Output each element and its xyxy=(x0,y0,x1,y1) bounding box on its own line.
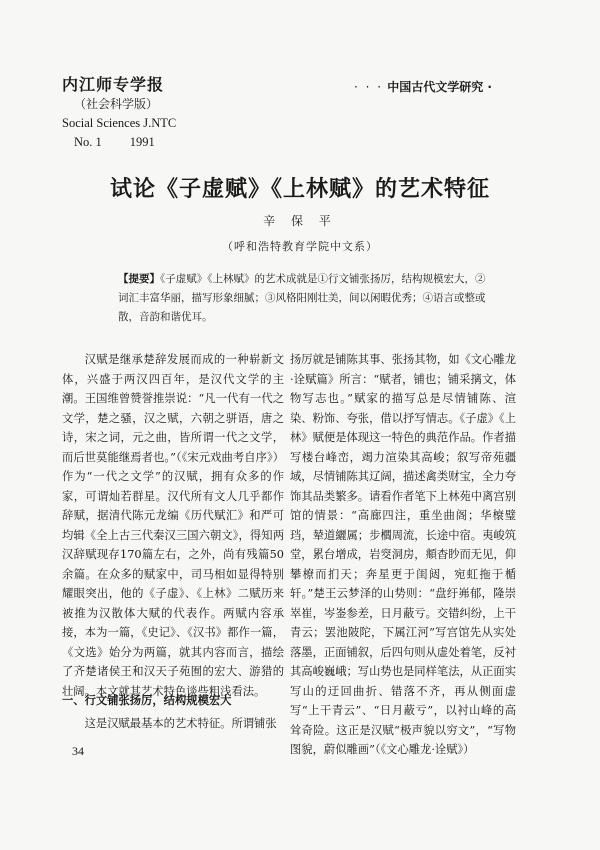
journal-year: 1991 xyxy=(129,135,155,149)
section-name: 中国古代文学研究 · xyxy=(387,80,492,94)
journal-info xyxy=(62,76,183,152)
section-label xyxy=(354,78,492,95)
article-title: 试论《子虚赋》《上林赋》的艺术特征 xyxy=(109,176,490,202)
journal-issue: No. 1 xyxy=(74,135,102,149)
body-paragraph: 这是汉赋最基本的艺术特征。所谓铺张 xyxy=(84,717,277,730)
page-number: 34 xyxy=(72,744,84,758)
section-heading: 一、行文铺张扬厉，结构规模宏大 xyxy=(62,694,232,707)
journal-subtitle: （社会科学版） xyxy=(74,97,159,111)
journal-issue-line xyxy=(62,133,183,152)
journal-title: 内江师专学报 xyxy=(62,77,165,94)
journal-english-title: Social Sciences J.NTC xyxy=(62,116,177,130)
article-affiliation: （呼和浩特教育学院中文系） xyxy=(222,240,378,253)
abstract-label: 【提要】 xyxy=(118,273,160,285)
article-author: 辛 保 平 xyxy=(263,214,337,228)
abstract xyxy=(118,270,488,327)
abstract-text: 《子虚赋》《上林赋》的艺术成就是①行文铺张扬厉，结构规模宏大，②词汇丰富华丽，描写形象细腻；③风格阳刚壮美，间以闲暇优秀；④语言或整或散，音韵和谐优耳。 xyxy=(118,273,486,323)
body-right-column: 扬厉就是铺陈其事、张扬其物，如《文心雕龙·诠赋篇》所言：“赋者，铺也；铺采摛文，体物写志也。”赋家的描写总是尽情铺陈、渲染、粉饰、夸张，借以抒写情志。《子虚》《上林》赋便是体现这一特色的典范作品。作者描写楼台峰峦，竭力渲染其高峻；叙写帝苑疆域，尽情铺陈其辽阔，描述禽类财宝，全力夸饰其品类繁多。请看作者笔下上林苑中离宫别馆的情景：“高廊四注，重坐曲阁；华榱璧珰，辇道纚属；步櫩周流，长途中宿。夷峻筑堂，累台增成，岩窔洞房，頫杳眇而无见，仰攀橑而扪天；奔星更于闺闼，宛虹拖于楯轩。”楚王云梦泽的山势则：“盘纡岪郁，隆崇崒崔，岑崟参差，日月蔽亏。交错纠纷，上干青云；罢池陂陀，下属江河”写宫馆先从实处落墨，正面铺叙，后四句则从虚处着笔，反衬其高峻巍峨；写山势也是同样笔法，从正面实写山的迂回曲折、错落不齐，再从侧面虚写“上干青云”、“日月蔽亏”，以衬山峰的高耸奇险。这正是汉赋“极声貌以穷文”，“写物图貌，蔚似雕画”（《文心雕龙·诠赋》） xyxy=(290,353,516,756)
section-dots: · · · xyxy=(353,80,384,94)
body-left-column: 汉赋是继承楚辞发展而成的一种崭新文体，兴盛于两汉四百年，是汉代文学的主潮。王国维曾赞誉推崇说：“凡一代有一代之文学，楚之骚，汉之赋，六朝之骈语，唐之诗，宋之词，元之曲，皆所谓一代之文学，而后世莫能继焉者也。”（《宋元戏曲考自序》）作为“一代之文学”的汉赋，拥有众多的作家，可谓灿若群星。汉代所有文人几乎都作辞赋，据清代陈元龙编《历代赋汇》和严可均辑《全上古三代秦汉三国六朝文》，得知两汉辞赋现存170篇左右，之外，尚有残篇50余篇。在众多的赋家中，司马相如显得特别耀眼突出，他的《子虚》、《上林》二赋历来被推为汉散体大赋的代表作。两赋内容承接，本为一篇，《史记》、《汉书》都作一篇，《文选》始分为两篇，就其内容而言，描绘了齐楚诸侯王和汉天子苑囿的宏大、游猎的壮阔。本文就其艺术特色谈些粗浅看法。 xyxy=(62,353,284,698)
